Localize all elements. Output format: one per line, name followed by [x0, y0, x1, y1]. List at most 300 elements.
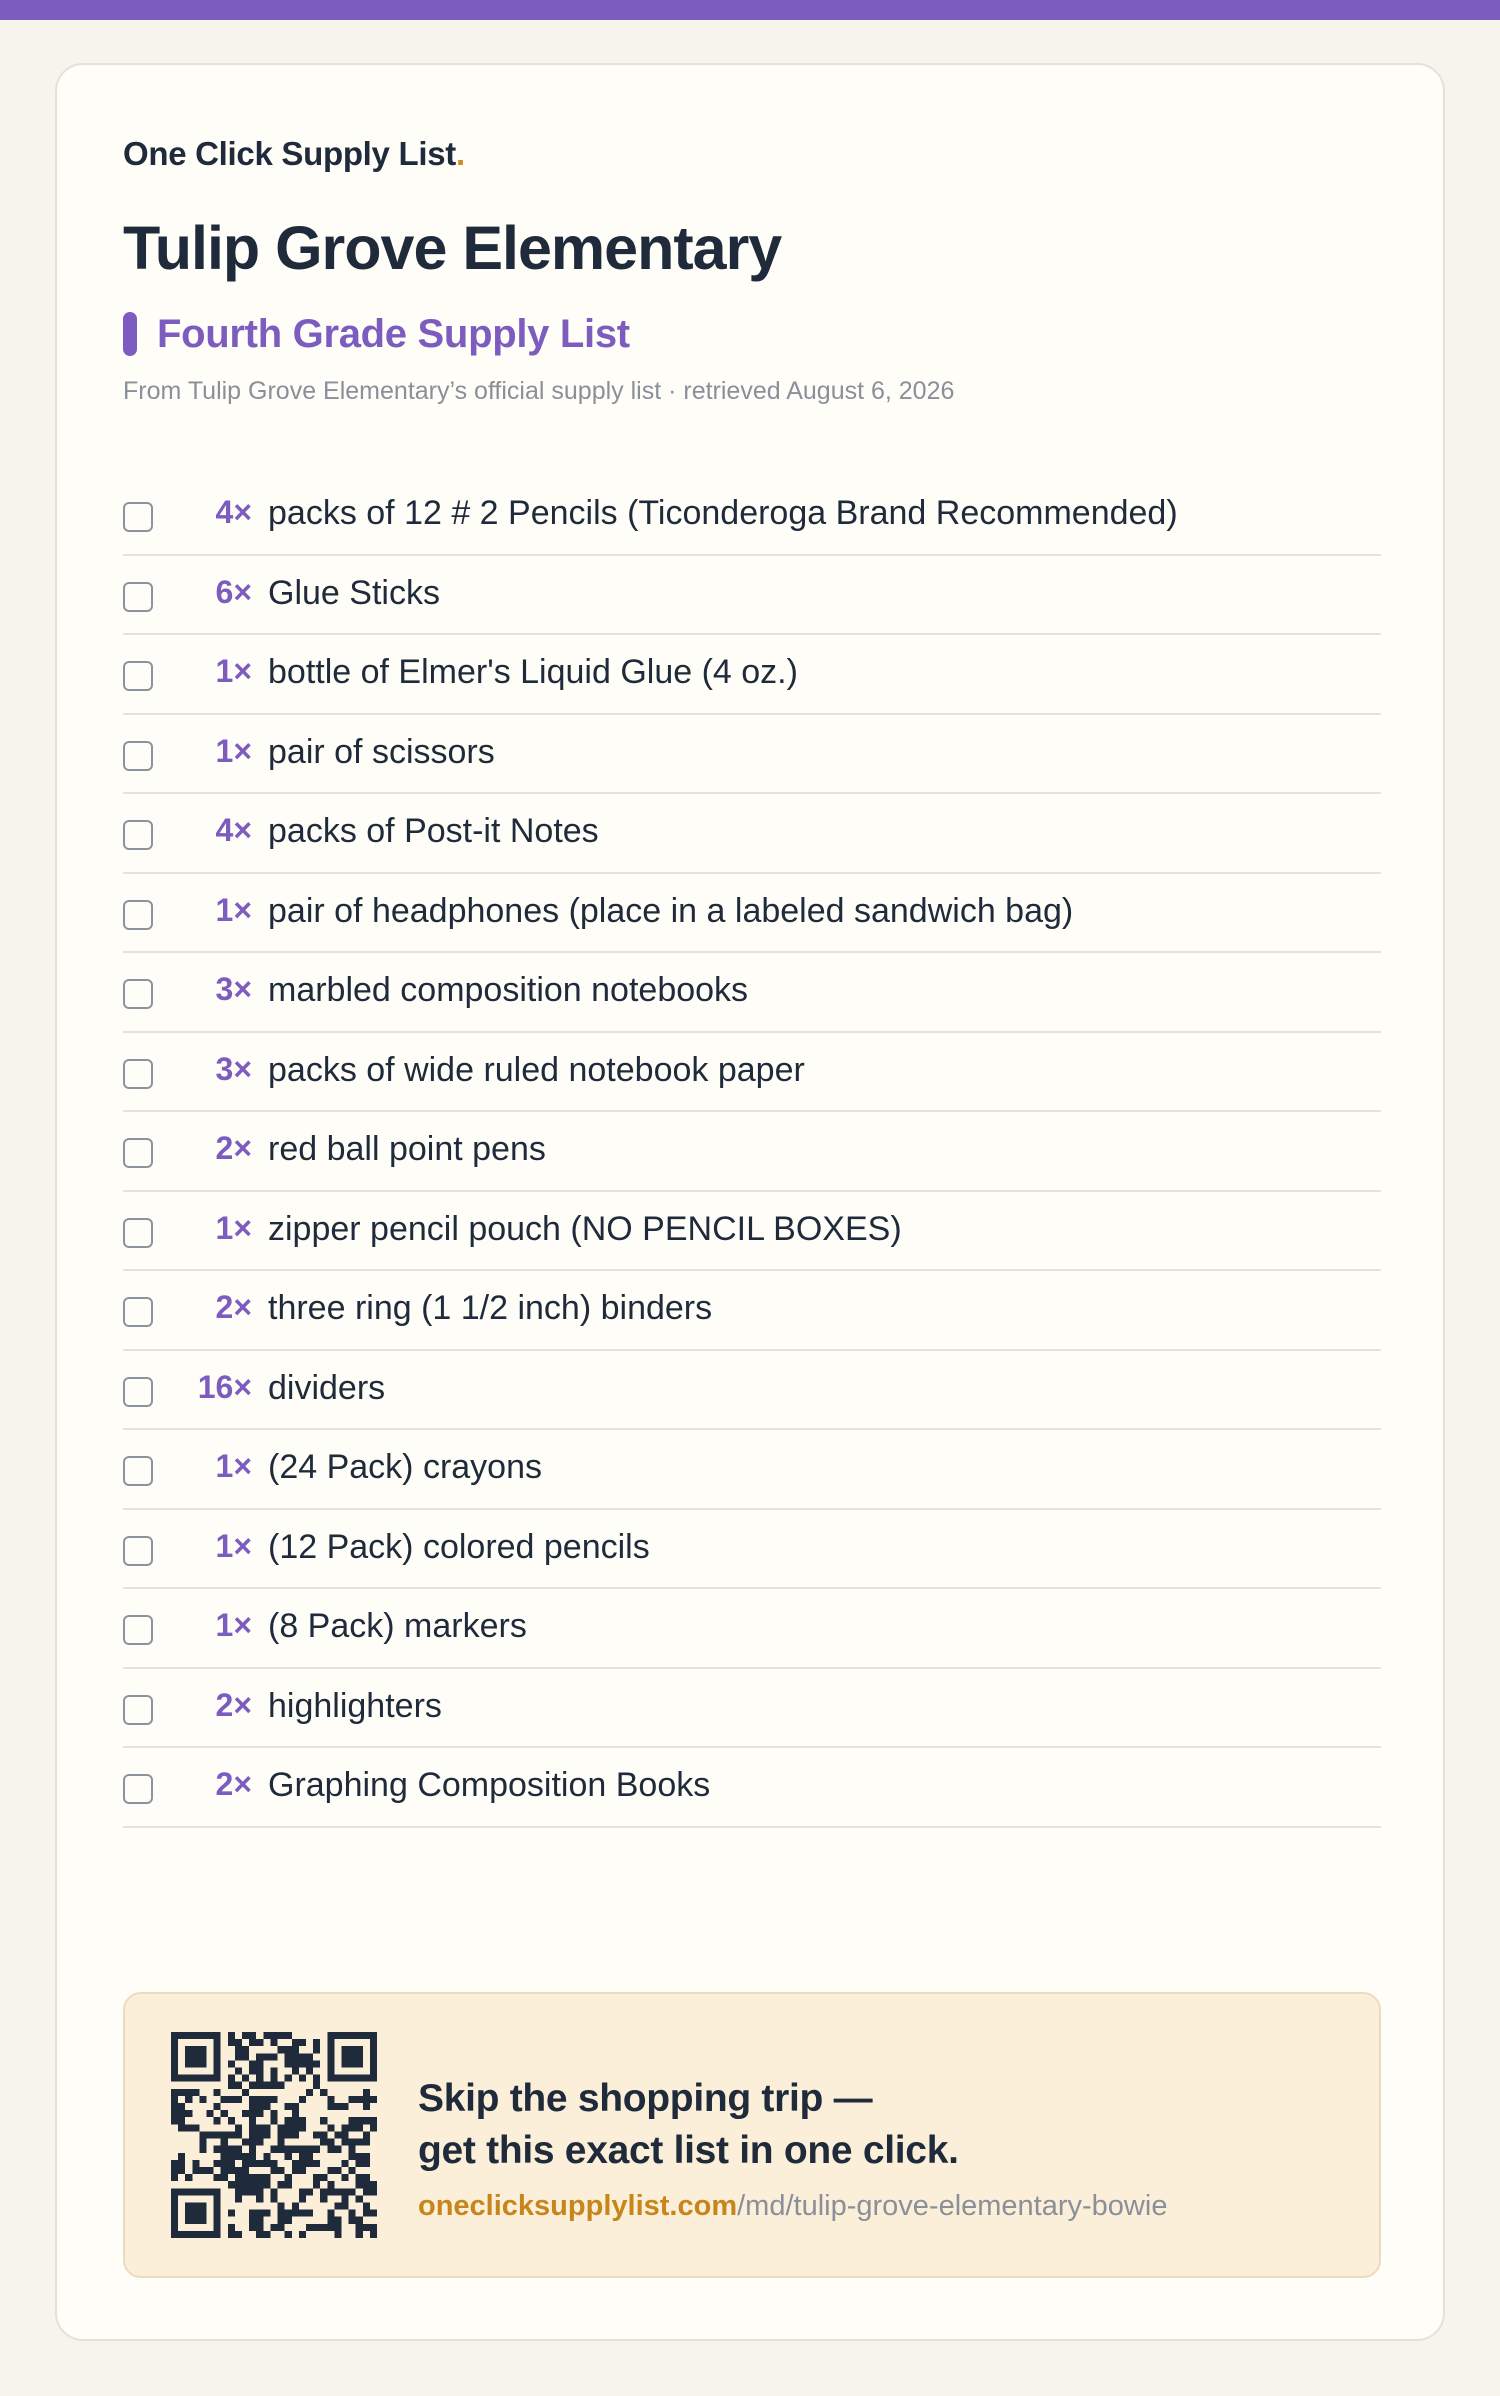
qr-module [249, 2224, 256, 2231]
qr-module [370, 2046, 377, 2053]
qr-module [270, 2224, 277, 2231]
qr-module [299, 2146, 306, 2153]
qr-module [235, 2039, 242, 2046]
qr-module [270, 2188, 277, 2195]
qr-module [349, 2096, 356, 2103]
qr-module [178, 2167, 185, 2174]
qr-module [285, 2181, 292, 2188]
qr-module [221, 2174, 228, 2181]
qr-module [327, 2075, 334, 2082]
qr-module [228, 2039, 235, 2046]
qr-module [370, 2117, 377, 2124]
qr-module [228, 2032, 235, 2039]
item-name: Glue Sticks [268, 573, 440, 612]
qr-module [320, 2089, 327, 2096]
qr-module [242, 2160, 249, 2167]
qr-module [292, 2124, 299, 2131]
qr-module [363, 2117, 370, 2124]
qr-module [270, 2075, 277, 2082]
qr-module [178, 2103, 185, 2110]
checkbox-icon[interactable] [123, 502, 153, 532]
qr-module [171, 2188, 178, 2195]
item-name: zipper pencil pouch (NO PENCIL BOXES) [268, 1209, 902, 1248]
qr-module [199, 2167, 206, 2174]
qr-module [299, 2153, 306, 2160]
qr-module [171, 2195, 178, 2202]
checkbox-icon[interactable] [123, 1695, 153, 1725]
qr-module [235, 2181, 242, 2188]
qr-module [363, 2139, 370, 2146]
qr-module [249, 2110, 256, 2117]
qr-module [356, 2153, 363, 2160]
source-note: From Tulip Grove Elementary’s official supply list · retrieved August 6, 2026 [123, 377, 955, 405]
qr-module [221, 2139, 228, 2146]
qr-module [249, 2153, 256, 2160]
item-quantity: 1× [215, 1527, 252, 1564]
qr-module [221, 2146, 228, 2153]
qr-module [221, 2110, 228, 2117]
qr-module [228, 2146, 235, 2153]
item-quantity: 1× [215, 891, 252, 928]
qr-module [178, 2032, 185, 2039]
qr-module [299, 2231, 306, 2238]
qr-module [270, 2039, 277, 2046]
qr-module [228, 2131, 235, 2138]
qr-module [214, 2188, 221, 2195]
qr-module [370, 2224, 377, 2231]
qr-module [356, 2160, 363, 2167]
qr-module [285, 2103, 292, 2110]
qr-module [171, 2096, 178, 2103]
qr-module [263, 2124, 270, 2131]
list-item [123, 476, 1381, 556]
item-quantity: 2× [215, 1766, 252, 1802]
qr-module [185, 2053, 192, 2060]
grade-heading [123, 310, 630, 358]
qr-module [235, 2124, 242, 2131]
qr-module [199, 2146, 206, 2153]
qr-module [356, 2032, 363, 2039]
qr-module [263, 2174, 270, 2181]
qr-module [327, 2060, 334, 2067]
qr-module [178, 2160, 185, 2167]
qr-module [363, 2181, 370, 2188]
checkbox-icon[interactable] [123, 820, 153, 850]
qr-module [356, 2053, 363, 2060]
qr-module [185, 2210, 192, 2217]
qr-module [256, 2160, 263, 2167]
qr-module [270, 2167, 277, 2174]
qr-module [256, 2224, 263, 2231]
qr-module [242, 2139, 249, 2146]
qr-module [363, 2103, 370, 2110]
qr-module [313, 2075, 320, 2082]
qr-module [299, 2075, 306, 2082]
list-item [123, 1351, 1381, 1431]
qr-module [185, 2032, 192, 2039]
qr-module [313, 2082, 320, 2089]
qr-module [334, 2146, 341, 2153]
qr-module [327, 2210, 334, 2217]
qr-module [292, 2202, 299, 2209]
qr-module [192, 2075, 199, 2082]
qr-module [306, 2053, 313, 2060]
qr-module [327, 2217, 334, 2224]
qr-module [341, 2053, 348, 2060]
checkbox-icon[interactable] [123, 582, 153, 612]
checkbox-icon[interactable] [123, 1059, 153, 1089]
qr-module [256, 2174, 263, 2181]
qr-module [278, 2139, 285, 2146]
qr-module [327, 2032, 334, 2039]
qr-module [207, 2075, 214, 2082]
qr-module [249, 2103, 256, 2110]
qr-module [214, 2146, 221, 2153]
qr-module [370, 2124, 377, 2131]
qr-module [228, 2082, 235, 2089]
qr-module [256, 2181, 263, 2188]
qr-module [228, 2075, 235, 2082]
list-item [123, 1510, 1381, 1590]
qr-module [228, 2167, 235, 2174]
qr-module [228, 2181, 235, 2188]
qr-module [270, 2068, 277, 2075]
qr-module [327, 2146, 334, 2153]
qr-module [171, 2039, 178, 2046]
qr-module [349, 2124, 356, 2131]
qr-module [214, 2032, 221, 2039]
qr-module [327, 2068, 334, 2075]
qr-module [199, 2075, 206, 2082]
qr-module [341, 2103, 348, 2110]
qr-module [242, 2053, 249, 2060]
qr-module [299, 2053, 306, 2060]
qr-module [199, 2131, 206, 2138]
item-quantity: 1× [215, 1607, 252, 1643]
qr-module [199, 2188, 206, 2195]
qr-module [313, 2224, 320, 2231]
qr-module [313, 2160, 320, 2167]
checkbox-icon[interactable] [123, 1536, 153, 1566]
qr-module [242, 2110, 249, 2117]
qr-module [171, 2046, 178, 2053]
qr-module [299, 2160, 306, 2167]
item-name: packs of wide ruled notebook paper [268, 1050, 805, 1089]
promo-link[interactable] [418, 2190, 1167, 2223]
item-quantity: 2× [215, 1686, 252, 1723]
qr-module [249, 2188, 256, 2195]
checkbox-icon[interactable] [123, 900, 153, 930]
list-item [123, 1589, 1381, 1669]
item-name: bottle of Elmer's Liquid Glue (4 oz.) [268, 653, 798, 691]
item-name: red ball point pens [268, 1130, 546, 1168]
qr-module [256, 2131, 263, 2138]
qr-module [263, 2096, 270, 2103]
qr-module [214, 2117, 221, 2124]
qr-module [285, 2153, 292, 2160]
supply-list [123, 476, 1381, 1828]
item-quantity: 6× [215, 573, 252, 610]
qr-module [363, 2188, 370, 2195]
qr-module [327, 2139, 334, 2146]
qr-module [320, 2188, 327, 2195]
qr-module [341, 2060, 348, 2067]
qr-module [278, 2217, 285, 2224]
qr-module [235, 2153, 242, 2160]
qr-module [370, 2053, 377, 2060]
qr-module [256, 2217, 263, 2224]
qr-module [285, 2117, 292, 2124]
qr-module [178, 2188, 185, 2195]
qr-code-icon[interactable] [171, 2032, 377, 2238]
qr-module [278, 2124, 285, 2131]
qr-module [299, 2167, 306, 2174]
qr-module [171, 2217, 178, 2224]
qr-module [256, 2096, 263, 2103]
qr-module [327, 2188, 334, 2195]
qr-module [313, 2174, 320, 2181]
qr-module [356, 2224, 363, 2231]
qr-module [185, 2188, 192, 2195]
qr-module [341, 2032, 348, 2039]
qr-module [327, 2053, 334, 2060]
qr-module [228, 2096, 235, 2103]
qr-module [370, 2210, 377, 2217]
qr-module [242, 2174, 249, 2181]
qr-module [199, 2060, 206, 2067]
qr-module [306, 2188, 313, 2195]
checkbox-icon[interactable] [123, 1218, 153, 1248]
list-item [123, 1271, 1381, 1351]
checkbox-icon[interactable] [123, 741, 153, 771]
item-quantity: 16× [197, 1368, 252, 1405]
qr-module [199, 2202, 206, 2209]
list-item [123, 1033, 1381, 1113]
qr-module [221, 2131, 228, 2138]
qr-module [178, 2110, 185, 2117]
brand-dot: . [455, 135, 465, 172]
qr-module [185, 2089, 192, 2096]
qr-module [228, 2231, 235, 2238]
brand-logo[interactable] [123, 135, 465, 173]
item-quantity: 1× [215, 1448, 252, 1484]
qr-module [270, 2110, 277, 2117]
qr-module [192, 2210, 199, 2217]
qr-module [221, 2153, 228, 2160]
checkbox-icon[interactable] [123, 1138, 153, 1168]
qr-module [327, 2103, 334, 2110]
qr-module [370, 2068, 377, 2075]
qr-module [228, 2060, 235, 2067]
qr-module [256, 2195, 263, 2202]
qr-module [178, 2075, 185, 2082]
qr-module [363, 2131, 370, 2138]
checkbox-icon[interactable] [123, 1456, 153, 1486]
item-quantity: 1× [215, 653, 252, 689]
qr-module [214, 2060, 221, 2067]
qr-module [185, 2110, 192, 2117]
qr-module [235, 2231, 242, 2238]
qr-module [249, 2096, 256, 2103]
qr-module [327, 2181, 334, 2188]
item-quantity: 1× [215, 732, 252, 769]
qr-module [341, 2202, 348, 2209]
qr-module [185, 2231, 192, 2238]
qr-module [349, 2139, 356, 2146]
qr-module [256, 2124, 263, 2131]
qr-module [334, 2075, 341, 2082]
qr-module [249, 2082, 256, 2089]
qr-module [313, 2181, 320, 2188]
qr-module [349, 2188, 356, 2195]
checkbox-icon[interactable] [123, 979, 153, 1009]
qr-module [199, 2139, 206, 2146]
qr-module [349, 2210, 356, 2217]
qr-module [171, 2032, 178, 2039]
qr-module [263, 2131, 270, 2138]
checkbox-icon[interactable] [123, 1297, 153, 1327]
qr-module [192, 2060, 199, 2067]
qr-module [235, 2096, 242, 2103]
qr-module [356, 2075, 363, 2082]
checkbox-icon[interactable] [123, 1615, 153, 1645]
promo-link-domain: oneclicksupplylist.com [418, 2190, 738, 2222]
qr-module [356, 2046, 363, 2053]
qr-module [249, 2139, 256, 2146]
qr-module [320, 2139, 327, 2146]
qr-module [214, 2174, 221, 2181]
qr-module [306, 2089, 313, 2096]
promo-headline-1: Skip the shopping trip — [418, 2077, 873, 2120]
qr-module [256, 2082, 263, 2089]
qr-module [199, 2231, 206, 2238]
qr-module [285, 2231, 292, 2238]
qr-module [207, 2167, 214, 2174]
grade-accent-bar [123, 312, 137, 356]
qr-module [235, 2195, 242, 2202]
qr-module [249, 2210, 256, 2217]
qr-module [171, 2231, 178, 2238]
list-item [123, 1748, 1381, 1828]
qr-module [214, 2053, 221, 2060]
qr-module [235, 2146, 242, 2153]
qr-module [306, 2068, 313, 2075]
item-name: packs of Post-it Notes [268, 812, 599, 850]
qr-module [349, 2167, 356, 2174]
qr-module [334, 2217, 341, 2224]
qr-module [171, 2110, 178, 2117]
qr-module [278, 2032, 285, 2039]
qr-module [299, 2195, 306, 2202]
item-name: pair of scissors [268, 732, 495, 771]
qr-module [306, 2224, 313, 2231]
qr-module [270, 2096, 277, 2103]
qr-module [185, 2217, 192, 2224]
qr-module [249, 2032, 256, 2039]
qr-module [320, 2131, 327, 2138]
qr-module [349, 2153, 356, 2160]
qr-module [256, 2068, 263, 2075]
qr-module [327, 2096, 334, 2103]
list-item [123, 715, 1381, 795]
qr-module [363, 2032, 370, 2039]
qr-module [334, 2202, 341, 2209]
checkbox-icon[interactable] [123, 1774, 153, 1804]
qr-module [356, 2195, 363, 2202]
qr-module [320, 2224, 327, 2231]
qr-module [292, 2046, 299, 2053]
qr-module [178, 2124, 185, 2131]
list-item [123, 1430, 1381, 1510]
qr-module [199, 2032, 206, 2039]
qr-module [263, 2231, 270, 2238]
qr-module [341, 2195, 348, 2202]
qr-module [171, 2210, 178, 2217]
qr-module [327, 2039, 334, 2046]
qr-module [306, 2146, 313, 2153]
qr-module [349, 2117, 356, 2124]
qr-module [292, 2131, 299, 2138]
qr-module [278, 2131, 285, 2138]
promo-link-path: /md/tulip-grove-elementary-bowie [737, 2190, 1168, 2222]
qr-module [214, 2039, 221, 2046]
qr-module [320, 2174, 327, 2181]
item-quantity: 2× [215, 1130, 252, 1166]
qr-module [235, 2046, 242, 2053]
qr-module [349, 2060, 356, 2067]
qr-module [228, 2153, 235, 2160]
qr-module [242, 2188, 249, 2195]
qr-module [349, 2146, 356, 2153]
qr-module [285, 2210, 292, 2217]
qr-module [270, 2146, 277, 2153]
qr-module [256, 2188, 263, 2195]
item-quantity: 3× [215, 1050, 252, 1087]
qr-module [214, 2202, 221, 2209]
qr-module [192, 2167, 199, 2174]
qr-module [214, 2210, 221, 2217]
item-quantity: 1× [215, 1209, 252, 1246]
item-quantity: 3× [215, 971, 252, 1007]
list-item [123, 794, 1381, 874]
qr-module [363, 2075, 370, 2082]
item-name: pair of headphones (place in a labeled sandwich bag) [268, 891, 1074, 930]
qr-module [192, 2046, 199, 2053]
qr-module [313, 2039, 320, 2046]
list-item [123, 1669, 1381, 1749]
qr-module [334, 2131, 341, 2138]
qr-module [270, 2195, 277, 2202]
qr-module [228, 2160, 235, 2167]
qr-module [292, 2103, 299, 2110]
qr-module [221, 2167, 228, 2174]
qr-module [249, 2068, 256, 2075]
promo-headline-2: get this exact list in one click. [418, 2129, 959, 2172]
qr-module [306, 2210, 313, 2217]
qr-module [292, 2110, 299, 2117]
checkbox-icon[interactable] [123, 1377, 153, 1407]
qr-module [249, 2146, 256, 2153]
item-name: dividers [268, 1368, 386, 1407]
item-name: (12 Pack) colored pencils [268, 1527, 650, 1566]
qr-module [334, 2103, 341, 2110]
qr-module [327, 2224, 334, 2231]
qr-module [256, 2053, 263, 2060]
checkbox-icon[interactable] [123, 661, 153, 691]
qr-module [278, 2082, 285, 2089]
qr-module [341, 2046, 348, 2053]
qr-module [349, 2032, 356, 2039]
